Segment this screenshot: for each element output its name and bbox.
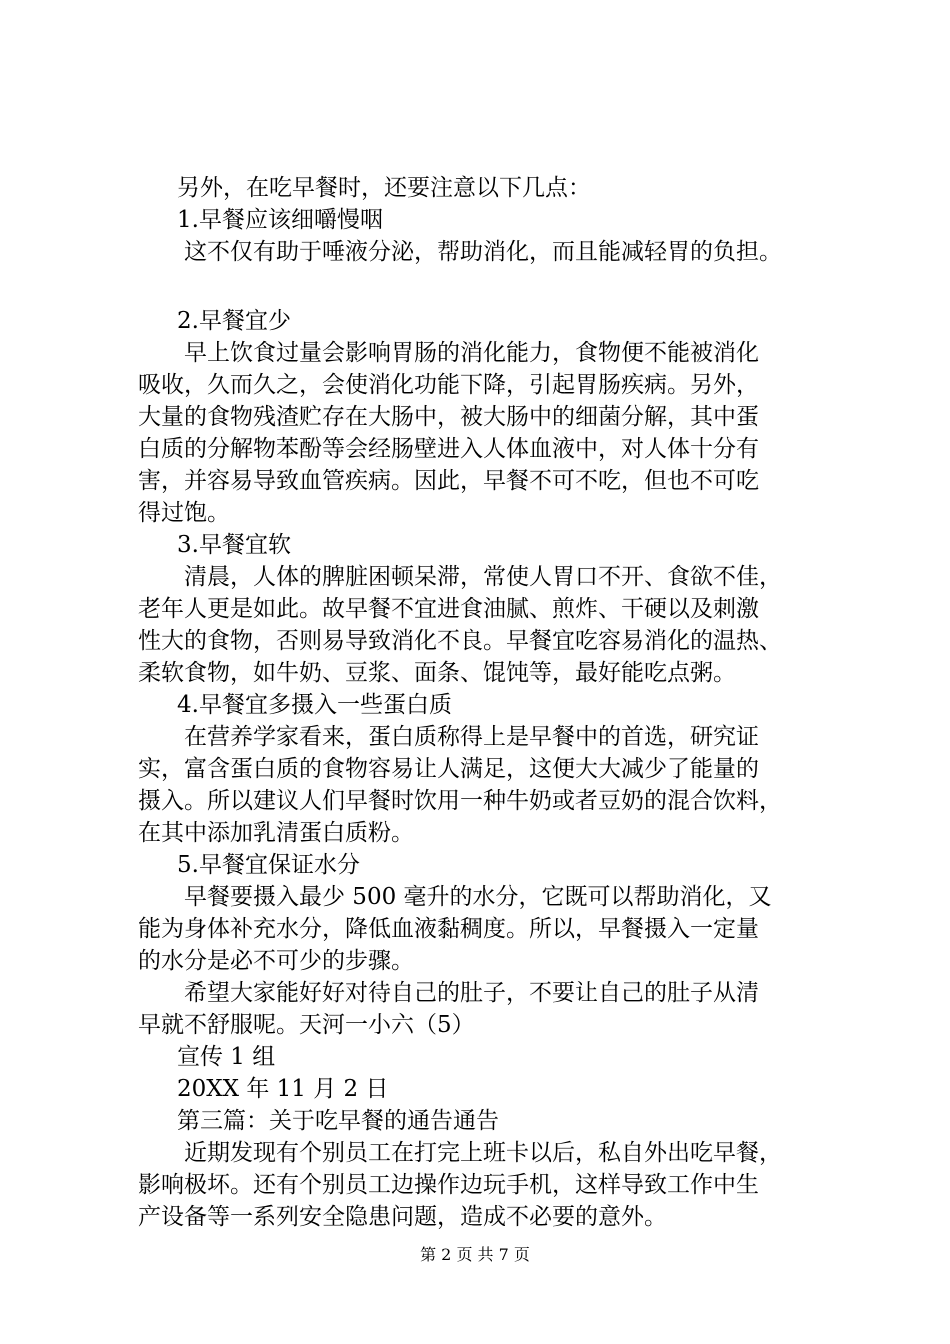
text-line: 早上饮食过量会影响胃肠的消化能力，食物便不能被消化 (184, 340, 759, 366)
text-line: 害，并容易导致血管疾病。因此，早餐不可不吃，但也不可吃 (138, 468, 759, 494)
text-line: 白质的分解物苯酚等会经肠壁进入人体血液中，对人体十分有 (138, 436, 759, 462)
text-line: 5.早餐宜保证水分 (177, 852, 360, 878)
paragraph-spacer (138, 268, 838, 305)
text-line: 早餐要摄入最少 500 毫升的水分，它既可以帮助消化，又 (184, 884, 772, 910)
text-line: 这不仅有助于唾液分泌，帮助消化，而且能减轻胃的负担。 (184, 239, 782, 265)
text-line: 1.早餐应该细嚼慢咽 (177, 207, 383, 233)
text-line: 20XX 年 11 月 2 日 (177, 1076, 389, 1102)
text-line: 在其中添加乳清蛋白质粉。 (138, 820, 414, 846)
document-body (138, 172, 838, 1233)
text-line: 另外，在吃早餐时，还要注意以下几点： (177, 175, 591, 201)
text-line: 在营养学家看来，蛋白质称得上是早餐中的首选，研究证 (184, 724, 759, 750)
text-line: 大量的食物残渣贮存在大肠中，被大肠中的细菌分解，其中蛋 (138, 404, 759, 430)
text-line: 摄入。所以建议人们早餐时饮用一种牛奶或者豆奶的混合饮料， (138, 788, 782, 814)
text-line: 柔软食物，如牛奶、豆浆、面条、馄饨等，最好能吃点粥。 (138, 660, 736, 686)
text-line: 实，富含蛋白质的食物容易让人满足，这便大大减少了能量的 (138, 756, 759, 782)
text-line: 早就不舒服呢。天河一小六（5） (138, 1012, 475, 1038)
text-line: 吸收，久而久之，会使消化功能下降，引起胃肠疾病。另外， (138, 372, 759, 398)
text-line: 近期发现有个别员工在打完上班卡以后，私自外出吃早餐， (184, 1140, 782, 1166)
text-line: 希望大家能好好对待自己的肚子，不要让自己的肚子从清 (184, 980, 759, 1006)
text-line: 第三篇：关于吃早餐的通告通告 (177, 1108, 499, 1134)
text-line: 产设备等一系列安全隐患问题，造成不必要的意外。 (138, 1204, 667, 1230)
text-line: 得过饱。 (138, 500, 230, 526)
text-line: 宣传 1 组 (177, 1044, 276, 1070)
text-line: 影响极坏。还有个别员工边操作边玩手机，这样导致工作中生 (138, 1172, 759, 1198)
text-line: 3.早餐宜软 (177, 532, 291, 558)
text-line: 4.早餐宜多摄入一些蛋白质 (177, 692, 452, 718)
text-line: 清晨，人体的脾脏困顿呆滞，常使人胃口不开、食欲不佳， (184, 564, 782, 590)
text-line: 性大的食物，否则易导致消化不良。早餐宜吃容易消化的温热、 (138, 628, 782, 654)
page-footer: 第 2 页 共 7 页 (420, 1245, 530, 1264)
text-line: 能为身体补充水分，降低血液黏稠度。所以，早餐摄入一定量 (138, 916, 759, 942)
text-line: 2.早餐宜少 (177, 308, 291, 334)
text-line: 的水分是必不可少的步骤。 (138, 948, 414, 974)
text-line: 老年人更是如此。故早餐不宜进食油腻、煎炸、干硬以及刺激 (138, 596, 759, 622)
